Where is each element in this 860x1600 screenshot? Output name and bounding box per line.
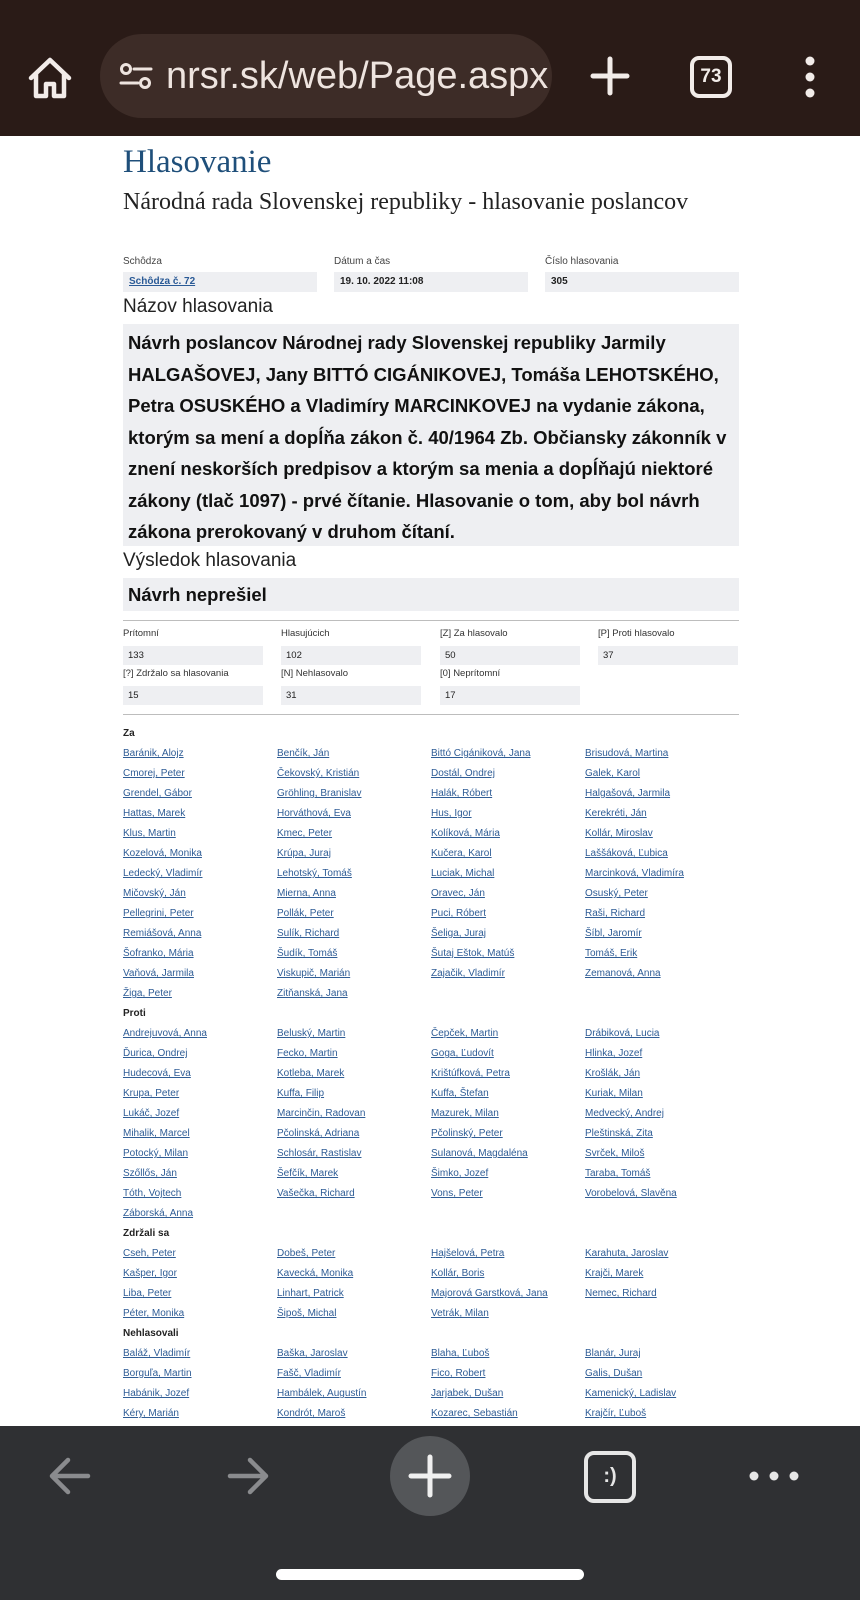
member-link[interactable]: Šimko, Jozef [431, 1168, 489, 1179]
member-link[interactable]: Jarjabek, Dušan [431, 1388, 504, 1399]
member-link[interactable]: Puci, Róbert [431, 908, 487, 919]
more-options-button[interactable] [748, 1466, 800, 1486]
member-link[interactable]: Svrček, Miloš [585, 1148, 645, 1159]
member-link[interactable]: Šíbl, Jaromír [585, 928, 642, 939]
member-link[interactable]: Fico, Robert [431, 1368, 486, 1379]
member-link[interactable]: Baránik, Alojz [123, 748, 184, 759]
member-grid [123, 1244, 763, 1324]
nepritomni-label: [0] Neprítomní [440, 668, 501, 679]
cislo-label: Číslo hlasovania [545, 256, 619, 267]
member-link[interactable]: Taraba, Tomáš [585, 1168, 651, 1179]
arrow-right-icon [222, 1450, 274, 1502]
member-link[interactable]: Pollák, Peter [277, 908, 334, 919]
member-link[interactable]: Liba, Peter [123, 1288, 172, 1299]
member-link[interactable]: Borguľa, Martin [123, 1368, 192, 1379]
forward-button[interactable] [222, 1450, 274, 1502]
member-link[interactable]: Horváthová, Eva [277, 808, 351, 819]
member-link[interactable]: Krištúfková, Petra [431, 1068, 510, 1079]
member-link[interactable]: Mihalik, Marcel [123, 1128, 190, 1139]
member-link[interactable]: Galek, Karol [585, 768, 641, 779]
schodza-label: Schôdza [123, 256, 162, 267]
member-link[interactable]: Hajšelová, Petra [431, 1248, 505, 1259]
member-link[interactable]: Pčolinská, Adriana [277, 1128, 360, 1139]
zdrzalo-value: 15 [123, 686, 263, 705]
member-link[interactable]: Hudecová, Eva [123, 1068, 191, 1079]
member-link[interactable]: Hambálek, Augustín [277, 1388, 367, 1399]
member-link[interactable]: Šudík, Tomáš [277, 948, 338, 959]
schodza-field [123, 272, 317, 292]
member-link[interactable]: Ledecký, Vladimír [123, 868, 203, 879]
datum-field: 19. 10. 2022 11:08 [334, 272, 528, 292]
member-link[interactable]: Dobeš, Peter [277, 1248, 336, 1259]
member-link[interactable]: Lukáč, Jozef [123, 1108, 180, 1119]
web-page-content [0, 136, 860, 1426]
member-link[interactable]: Hus, Igor [431, 808, 472, 819]
member-link[interactable]: Remiášová, Anna [123, 928, 202, 939]
member-link[interactable]: Viskupič, Marián [277, 968, 351, 979]
tab-switcher-button[interactable] [690, 56, 732, 98]
member-link[interactable]: Tóth, Vojtech [123, 1188, 182, 1199]
member-link[interactable]: Nemec, Richard [585, 1288, 657, 1299]
home-icon [24, 52, 76, 104]
plus-icon [390, 1436, 470, 1516]
member-link[interactable]: Kerekréti, Ján [585, 808, 647, 819]
member-link[interactable]: Žiga, Peter [123, 988, 172, 999]
divider [123, 714, 739, 715]
member-link[interactable]: Galis, Dušan [585, 1368, 643, 1379]
member-link[interactable]: Mazurek, Milan [431, 1108, 499, 1119]
member-link[interactable]: Cmorej, Peter [123, 768, 185, 779]
member-link[interactable]: Beluský, Martin [277, 1028, 346, 1039]
three-dot-horizontal-icon [748, 1466, 800, 1486]
member-link[interactable]: Vorobelová, Slavěna [585, 1188, 677, 1199]
member-link[interactable]: Vaňová, Jarmila [123, 968, 194, 979]
member-link[interactable]: Krošlák, Ján [585, 1068, 641, 1079]
member-link[interactable]: Šutaj Eštok, Matúš [431, 948, 515, 959]
nazov-heading: Názov hlasovania [123, 296, 273, 317]
member-grid [123, 1024, 763, 1224]
member-lists [123, 724, 763, 1444]
member-link[interactable]: Marcinčin, Radovan [277, 1108, 366, 1119]
group-title: Nehlasovali [123, 1328, 179, 1339]
member-link[interactable]: Zajačik, Vladimír [431, 968, 505, 979]
member-link[interactable]: Pellegrini, Peter [123, 908, 194, 919]
member-link[interactable]: Kozelová, Monika [123, 848, 202, 859]
member-link[interactable]: Šeliga, Juraj [431, 928, 487, 939]
member-link[interactable]: Kollár, Boris [431, 1268, 485, 1279]
member-link[interactable]: Brisudová, Martina [585, 748, 669, 759]
member-link[interactable]: Oravec, Ján [431, 888, 485, 899]
member-link[interactable]: Kašper, Igor [123, 1268, 177, 1279]
member-link[interactable]: Drábiková, Lucia [585, 1028, 660, 1039]
nehlasovalo-label: [N] Nehlasovalo [281, 668, 349, 679]
member-link[interactable]: Tomáš, Erik [585, 948, 638, 959]
member-link[interactable]: Linhart, Patrick [277, 1288, 344, 1299]
member-link[interactable]: Krajčír, Ľuboš [585, 1408, 647, 1419]
tab-count: 73 [700, 66, 722, 87]
hlasujucich-value: 102 [281, 646, 421, 665]
za-value: 50 [440, 646, 580, 665]
member-link[interactable]: Vons, Peter [431, 1188, 483, 1199]
nepritomni-value: 17 [440, 686, 580, 705]
vysledok-heading: Výsledok hlasovania [123, 550, 297, 571]
zdrzalo-label: [?] Zdržalo sa hlasovania [123, 668, 229, 679]
member-link[interactable]: Kamenický, Ladislav [585, 1388, 677, 1399]
group-title: Zdržali sa [123, 1228, 170, 1239]
member-link[interactable]: Bittó Cigániková, Jana [431, 748, 531, 759]
member-link[interactable]: Benčík, Ján [277, 748, 330, 759]
divider [123, 620, 739, 621]
member-link[interactable]: Záborská, Anna [123, 1208, 194, 1219]
home-button[interactable] [24, 52, 76, 104]
nehlasovalo-value: 31 [281, 686, 421, 705]
member-link[interactable]: Péter, Monika [123, 1308, 185, 1319]
pritomni-value: 133 [123, 646, 263, 665]
member-link[interactable]: Krupa, Peter [123, 1088, 180, 1099]
hlasujucich-label: Hlasujúcich [281, 628, 330, 639]
member-link[interactable]: Čekovský, Kristián [277, 768, 360, 779]
member-link[interactable]: Andrejuvová, Anna [123, 1028, 207, 1039]
member-link[interactable]: Karahuta, Jaroslav [585, 1248, 669, 1259]
member-link[interactable]: Kučera, Karol [431, 848, 492, 859]
member-link[interactable]: Medvecký, Andrej [585, 1108, 664, 1119]
address-bar[interactable] [100, 34, 552, 118]
member-link[interactable]: Vetrák, Milan [431, 1308, 489, 1319]
member-link[interactable]: Krúpa, Juraj [277, 848, 331, 859]
arrow-left-icon [44, 1450, 96, 1502]
smiley-tab-icon: :) [603, 1465, 617, 1487]
group-title: Za [123, 728, 135, 739]
member-link[interactable]: Blanár, Juraj [585, 1348, 641, 1359]
back-button[interactable] [44, 1450, 96, 1502]
member-link[interactable]: Baška, Jaroslav [277, 1348, 348, 1359]
home-indicator [276, 1569, 584, 1580]
browser-menu-button[interactable] [798, 54, 822, 100]
member-link[interactable]: Kmec, Peter [277, 828, 333, 839]
member-link[interactable]: Hattas, Marek [123, 808, 186, 819]
group-title: Proti [123, 1008, 146, 1019]
vote-result-box: Návrh neprešiel [123, 578, 739, 611]
member-link[interactable]: Kolíková, Mária [431, 828, 500, 839]
new-tab-button[interactable] [584, 50, 636, 102]
member-link[interactable]: Krajči, Marek [585, 1268, 644, 1279]
member-link[interactable]: Goga, Ľudovít [431, 1048, 494, 1059]
member-link[interactable]: Šipoš, Michal [277, 1308, 337, 1319]
member-link[interactable]: Kollár, Miroslav [585, 828, 653, 839]
member-link[interactable]: Osuský, Peter [585, 888, 648, 899]
url-text[interactable]: nrsr.sk/web/Page.aspx [166, 55, 549, 97]
new-tab-fab-button[interactable] [390, 1436, 470, 1516]
page-title: Hlasovanie [123, 144, 272, 180]
member-link[interactable]: Sulík, Richard [277, 928, 340, 939]
page-subtitle: Národná rada Slovenskej republiky - hlasovanie poslancov [123, 189, 689, 215]
datum-label: Dátum a čas [334, 256, 391, 267]
member-link[interactable]: Kavecká, Monika [277, 1268, 354, 1279]
member-link[interactable]: Marcinková, Vladimíra [585, 868, 684, 879]
member-link[interactable]: Szőllős, Ján [123, 1168, 177, 1179]
member-link[interactable]: Kéry, Marián [123, 1408, 179, 1419]
member-link[interactable]: Zemanová, Anna [585, 968, 661, 979]
member-link[interactable]: Cseh, Peter [123, 1248, 176, 1259]
member-link[interactable]: Habánik, Jozef [123, 1388, 190, 1399]
member-link[interactable]: Mičovský, Ján [123, 888, 186, 899]
member-link[interactable]: Šofranko, Mária [123, 948, 194, 959]
proti-label: [P] Proti hlasovalo [598, 628, 675, 639]
member-link[interactable]: Kuriak, Milan [585, 1088, 643, 1099]
member-link[interactable]: Lehotský, Tomáš [277, 868, 352, 879]
cislo-field: 305 [545, 272, 739, 292]
member-link[interactable]: Šefčík, Marek [277, 1168, 339, 1179]
member-link[interactable]: Ďurica, Ondrej [123, 1048, 188, 1059]
member-link[interactable]: Schlosár, Rastislav [277, 1148, 362, 1159]
vote-title-box: Návrh poslancov Národnej rady Slovenskej republiky Jarmily HALGAŠOVEJ, Jany BITTÓ CIGÁNIKOVEJ, Tomáša LEHOTSKÉHO, Petra OSUSKÉHO a Vladimíry MARCINKOVEJ na vydanie zákona, ktorým sa mení a dopĺňa zákon č. 40/1964 Zb. Občiansky zákonník v znení neskorších predpisov a ktorým sa menia a dopĺňajú niektoré zákony (tlač 1097) - prvé čítanie. Hlasovanie o tom, aby bol návrh zákona prerokovaný v druhom čítaní. [123, 324, 739, 546]
member-link[interactable]: Fecko, Martin [277, 1048, 338, 1059]
member-link[interactable]: Vašečka, Richard [277, 1188, 355, 1199]
member-grid [123, 744, 763, 1004]
za-label: [Z] Za hlasovalo [440, 628, 508, 639]
member-link[interactable]: Zitňanská, Jana [277, 988, 348, 999]
member-link[interactable]: Gröhling, Branislav [277, 788, 362, 799]
proti-value: 37 [598, 646, 738, 665]
member-link[interactable]: Sulanová, Magdaléna [431, 1148, 528, 1159]
site-settings-icon[interactable] [118, 60, 154, 92]
member-link[interactable]: Kondrót, Maroš [277, 1408, 346, 1419]
member-link[interactable]: Blaha, Ľuboš [431, 1348, 490, 1359]
member-link[interactable]: Grendel, Gábor [123, 788, 192, 799]
member-link[interactable]: Baláž, Vladimír [123, 1348, 191, 1359]
three-dot-vertical-icon [798, 54, 822, 100]
member-link[interactable]: Fašč, Vladimír [277, 1368, 341, 1379]
member-link[interactable]: Majorová Garstková, Jana [431, 1288, 548, 1299]
member-link[interactable]: Kuffa, Štefan [431, 1088, 489, 1099]
member-link[interactable]: Hlinka, Jozef [585, 1048, 643, 1059]
member-link[interactable]: Halgašová, Jarmila [585, 788, 671, 799]
member-link[interactable]: Dostál, Ondrej [431, 768, 495, 779]
member-link[interactable]: Raši, Richard [585, 908, 646, 919]
schodza-link[interactable]: Schôdza č. 72 [129, 276, 196, 287]
member-link[interactable]: Kozarec, Sebastián [431, 1408, 518, 1419]
member-link[interactable]: Mierna, Anna [277, 888, 336, 899]
member-link[interactable]: Potocký, Milan [123, 1148, 189, 1159]
member-link[interactable]: Klus, Martin [123, 828, 176, 839]
member-link[interactable]: Čepček, Martin [431, 1028, 499, 1039]
pritomni-label: Prítomní [123, 628, 159, 639]
member-link[interactable]: Kuffa, Filip [277, 1088, 325, 1099]
member-link[interactable]: Halák, Róbert [431, 788, 493, 799]
member-link[interactable]: Kotleba, Marek [277, 1068, 345, 1079]
tab-groups-button[interactable] [584, 1451, 636, 1503]
member-link[interactable]: Pleštinská, Zita [585, 1128, 653, 1139]
member-link[interactable]: Pčolinský, Peter [431, 1128, 503, 1139]
member-link[interactable]: Luciak, Michal [431, 868, 495, 879]
member-link[interactable]: Laššáková, Ľubica [585, 848, 668, 859]
plus-icon [584, 50, 636, 102]
